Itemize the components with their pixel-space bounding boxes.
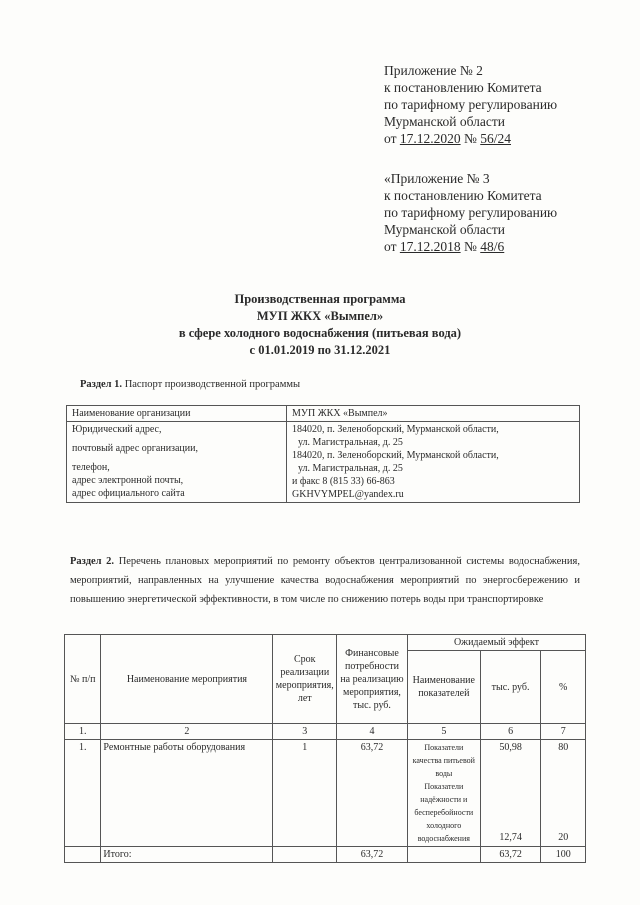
appendix-2-date-prefix: от: [384, 131, 400, 146]
appendix-2-line2: к постановлению Комитета: [384, 80, 542, 95]
passport-cell-left-stack: [67, 422, 287, 503]
passport-right-line: 184020, п. Зеленоборский, Мурманской области,: [292, 450, 499, 461]
header-name: Наименование мероприятия: [101, 635, 273, 724]
row-pct-1: 80: [558, 742, 569, 753]
header-effect: Ожидаемый эффект: [407, 635, 585, 651]
passport-right-line: ул. Магистральная, д. 25: [298, 463, 403, 474]
title-line2: МУП ЖКХ «Вымпел»: [256, 309, 384, 323]
index-cell: 2: [101, 724, 273, 740]
row-term: 1: [273, 740, 337, 847]
header-num: № п/п: [65, 635, 101, 724]
title-line3: в сфере холодного водоснабжения (питьевая вода): [178, 326, 462, 340]
passport-left-line: адрес официального сайта: [72, 488, 185, 499]
passport-right-line: ул. Магистральная, д. 25: [298, 437, 403, 448]
appendix-3-number-prefix: №: [460, 239, 481, 254]
row-rub-1: 50,98: [499, 742, 522, 753]
appendix-3-line4: Мурманской области: [384, 222, 505, 237]
row-rub-cell: [480, 740, 541, 847]
passport-cell-right: МУП ЖКХ «Вымпел»: [287, 406, 580, 422]
appendix-2-date-line: [384, 130, 557, 147]
appendix-2-line4: Мурманской области: [384, 114, 505, 129]
row-indicators: [407, 740, 480, 847]
appendix-3-date: 17.12.2018: [399, 239, 461, 254]
passport-right-line: 184020, п. Зеленоборский, Мурманской области,: [292, 424, 499, 435]
passport-cell-left: Наименование организации: [67, 406, 287, 422]
appendix-3-number: 48/6: [480, 239, 505, 254]
row-finance: 63,72: [337, 740, 408, 847]
header-pct: %: [541, 651, 586, 724]
index-cell: 6: [480, 724, 541, 740]
total-rub: 63,72: [480, 847, 541, 863]
appendix-3-date-line: [384, 238, 557, 255]
index-cell: 3: [273, 724, 337, 740]
passport-right-line: и факс 8 (815 33) 66-863: [292, 476, 395, 487]
section-1-heading: [80, 379, 300, 390]
indicator-quality: Показатели качества питьевой воды: [412, 743, 475, 778]
appendix-2-number-prefix: №: [460, 131, 481, 146]
section-2-label: Раздел 2.: [70, 556, 115, 567]
plan-table: [64, 634, 586, 863]
section-2-text: Перечень плановых мероприятий по ремонту объектов централизованной системы водоснабжения, мероприятий, направленных на улучшение качества водоснабжения мероприятий по энергосбережению и повышению энергетической эффективности, в том числе по снижению потерь воды при транспортировке: [70, 556, 581, 605]
passport-cell-right-stack: [287, 422, 580, 503]
appendix-3-line3: по тарифному регулированию: [384, 205, 558, 220]
appendix-2-number: 56/24: [480, 131, 512, 146]
plan-header-row: [65, 635, 586, 651]
row-rub-2: 12,74: [499, 832, 522, 843]
header-indicators: Наименование показателей: [407, 651, 480, 724]
passport-table: [66, 405, 580, 503]
title-line4: с 01.01.2019 по 31.12.2021: [249, 343, 391, 357]
appendix-2-block: [384, 62, 557, 147]
header-term: Срок реализации мероприятия, лет: [273, 635, 337, 724]
indicator-reliability: Показатели надёжности и бесперебойности холодного водоснабжения: [414, 782, 474, 843]
appendix-3-block: [384, 170, 557, 255]
program-title: [0, 291, 640, 359]
appendix-2-line1: Приложение № 2: [384, 63, 483, 78]
header-finance: Финансовые потребности на реализацию мероприятия, тыс. руб.: [337, 635, 408, 724]
index-cell: 4: [337, 724, 408, 740]
plan-data-row: [65, 740, 586, 847]
passport-left-line: почтовый адрес организации,: [72, 443, 198, 454]
passport-row: [67, 406, 580, 422]
appendix-3-line2: к постановлению Комитета: [384, 188, 542, 203]
total-pct: 100: [541, 847, 586, 863]
appendix-2-line3: по тарифному регулированию: [384, 97, 558, 112]
appendix-3-line1: «Приложение № 3: [384, 171, 490, 186]
plan-total-row: [65, 847, 586, 863]
passport-left-line: адрес электронной почты,: [72, 475, 184, 486]
index-cell: 5: [407, 724, 480, 740]
row-name: Ремонтные работы оборудования: [101, 740, 273, 847]
index-cell: 7: [541, 724, 586, 740]
section-1-label: Раздел 1.: [80, 379, 123, 390]
row-pct-2: 20: [558, 832, 569, 843]
header-rub: тыс. руб.: [480, 651, 541, 724]
row-num: 1.: [65, 740, 101, 847]
total-indicators-empty: [407, 847, 480, 863]
index-cell: 1.: [65, 724, 101, 740]
plan-index-row: [65, 724, 586, 740]
appendix-3-date-prefix: от: [384, 239, 400, 254]
title-line1: Производственная программа: [234, 292, 406, 306]
row-pct-cell: [541, 740, 586, 847]
section-2-paragraph: [70, 552, 580, 609]
passport-left-line: телефон,: [72, 462, 110, 473]
total-finance: 63,72: [337, 847, 408, 863]
total-num-empty: [65, 847, 101, 863]
total-label: Итого:: [101, 847, 273, 863]
appendix-2-date: 17.12.2020: [399, 131, 461, 146]
passport-right-line: GKHVYMPEL@yandex.ru: [292, 489, 404, 500]
passport-left-line: Юридический адрес,: [72, 424, 162, 435]
passport-row: [67, 422, 580, 503]
section-1-text: Паспорт производственной программы: [124, 379, 301, 390]
total-term-empty: [273, 847, 337, 863]
